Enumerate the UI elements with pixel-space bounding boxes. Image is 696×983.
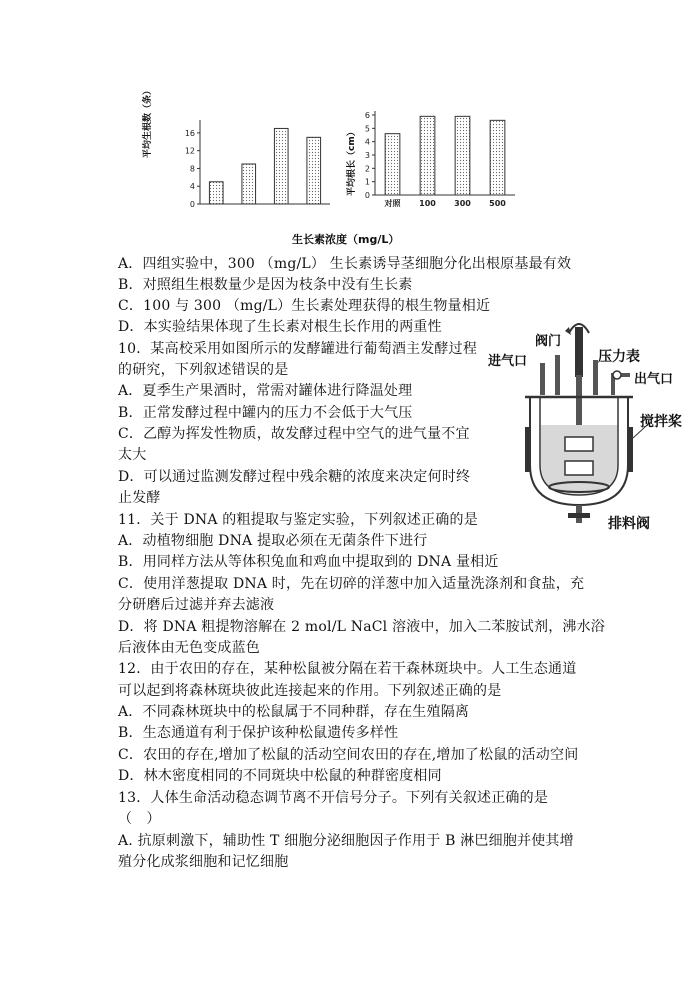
air-inlet-pipe bbox=[540, 363, 545, 395]
stirrer-motor bbox=[575, 327, 583, 377]
text-line: 13．人体生命活动稳态调节离不开信号分子。下列有关叙述正确的是 bbox=[118, 790, 549, 806]
bar bbox=[209, 182, 223, 204]
x-tick-label: 500 bbox=[489, 199, 506, 208]
y-tick-label: 3 bbox=[364, 151, 370, 160]
bar bbox=[307, 137, 321, 204]
y-tick-label: 2 bbox=[364, 164, 370, 174]
cooling-jacket-left bbox=[525, 427, 531, 472]
text-line: 分研磨后过滤并弃去滤液 bbox=[118, 597, 275, 613]
text-line: C．100 与 300 （mg/L）生长素处理获得的根生物量相近 bbox=[118, 298, 491, 314]
y-tick-label: 16 bbox=[184, 128, 195, 138]
text-line: C．使用洋葱提取 DNA 时，先在切碎的洋葱中加入适量洗涤剂和食盐，充 bbox=[118, 576, 585, 592]
text-line: B．对照组生根数量少是因为枝条中没有生长素 bbox=[118, 277, 413, 293]
bar bbox=[490, 120, 505, 195]
stirrer-label: 搅拌桨 bbox=[640, 414, 682, 430]
root-number-axis-label: 平均生根数（条） bbox=[143, 85, 153, 158]
bar bbox=[455, 116, 470, 195]
pressure-gauge-label: 压力表 bbox=[598, 349, 640, 365]
y-tick-label: 5 bbox=[364, 124, 370, 134]
y-tick-label: 1 bbox=[364, 177, 370, 187]
text-line: C．乙醇为挥发性物质，故发酵过程中空气的进气量不宜 bbox=[118, 426, 470, 442]
outlet-valve-icon bbox=[613, 371, 621, 379]
y-tick-label: 8 bbox=[189, 164, 195, 174]
y-tick-label: 0 bbox=[364, 191, 370, 200]
text-line: A．四组实验中，300 （mg/L） 生长素诱导茎细胞分化出根原基最有效 bbox=[118, 256, 572, 272]
text-line: D．将 DNA 粗提物溶解在 2 mol/L NaCl 溶液中，加入二苯胺试剂，沸水浴 bbox=[118, 619, 605, 635]
text-line: 的研究，下列叙述错误的是 bbox=[118, 362, 289, 378]
text-line: 10．某高校采用如图所示的发酵罐进行葡萄酒主发酵过程 bbox=[118, 341, 478, 357]
bar bbox=[242, 164, 256, 204]
text-line: 后液体由无色变成蓝色 bbox=[118, 640, 260, 656]
concentration-axis-label: 生长素浓度（mg/L） bbox=[292, 233, 400, 246]
bar bbox=[420, 116, 435, 195]
root-number-chart bbox=[170, 112, 360, 212]
root-number-chart-plot bbox=[185, 120, 330, 209]
x-tick-label: 对照 bbox=[384, 199, 401, 208]
text-line: 11．关于 DNA 的粗提取与鉴定实验，下列叙述正确的是 bbox=[118, 512, 478, 528]
text-line: 12．由于农田的存在，某种松鼠被分隔在若干森林斑块中。人工生态通道 bbox=[118, 661, 577, 677]
text-line: D．本实验结果体现了生长素对根生长作用的两重性 bbox=[118, 319, 442, 335]
text-line: B．正常发酵过程中罐内的压力不会低于大气压 bbox=[118, 405, 413, 421]
text-line: （ ） bbox=[118, 811, 161, 827]
y-tick-label: 0 bbox=[189, 200, 195, 209]
root-length-axis-label: 平均根长（cm） bbox=[347, 127, 357, 196]
text-line: 太大 bbox=[118, 447, 147, 463]
text-line: A．不同森林斑块中的松鼠属于不同种群，存在生殖隔离 bbox=[118, 704, 470, 720]
air-inlet-label: 进气口 bbox=[488, 354, 528, 369]
text-line: 止发酵 bbox=[118, 490, 161, 506]
text-line: A. 抗原刺激下，辅助性 T 细胞分泌细胞因子作用于 B 淋巴细胞并使其增 bbox=[118, 833, 574, 849]
air-outlet-label: 出气口 bbox=[634, 372, 674, 387]
text-line: A．动植物细胞 DNA 提取必须在无菌条件下进行 bbox=[118, 533, 428, 549]
valve-label: 阀门 bbox=[535, 334, 562, 349]
text-line: A．夏季生产果酒时，常需对罐体进行降温处理 bbox=[118, 383, 413, 399]
text-line: 可以起到将森林斑块彼此连接起来的作用。下列叙述正确的是 bbox=[118, 683, 502, 699]
x-tick-label: 100 bbox=[419, 199, 436, 208]
bar bbox=[385, 134, 400, 195]
root-length-chart-plot bbox=[365, 111, 515, 208]
text-line: B．用同样方法从等体积兔血和鸡血中提取到的 DNA 量相近 bbox=[118, 554, 499, 570]
discharge-valve-label: 排料阀 bbox=[608, 516, 650, 532]
text-line: B．生态通道有利于保护该种松鼠遗传多样性 bbox=[118, 725, 399, 741]
y-tick-label: 4 bbox=[364, 137, 370, 147]
root-length-chart bbox=[345, 105, 525, 215]
y-tick-label: 12 bbox=[184, 146, 195, 156]
bar bbox=[274, 128, 288, 204]
y-tick-label: 6 bbox=[364, 111, 370, 120]
y-tick-label: 4 bbox=[189, 182, 195, 192]
impeller-upper bbox=[565, 437, 593, 451]
text-line: 殖分化成浆细胞和记忆细胞 bbox=[118, 854, 289, 870]
fermentation-liquid bbox=[541, 425, 617, 494]
text-line: D．林木密度相同的不同斑块中松鼠的种群密度相同 bbox=[118, 768, 442, 784]
cooling-jacket-right bbox=[627, 427, 633, 472]
valve-pipe bbox=[555, 355, 560, 395]
impeller-lower bbox=[565, 461, 593, 475]
text-line: D．可以通过监测发酵过程中残余糖的浓度来决定何时终 bbox=[118, 469, 471, 485]
x-tick-label: 300 bbox=[454, 199, 471, 208]
text-line: C．农田的存在,增加了松鼠的活动空间农田的存在,增加了松鼠的活动空间 bbox=[118, 747, 579, 763]
